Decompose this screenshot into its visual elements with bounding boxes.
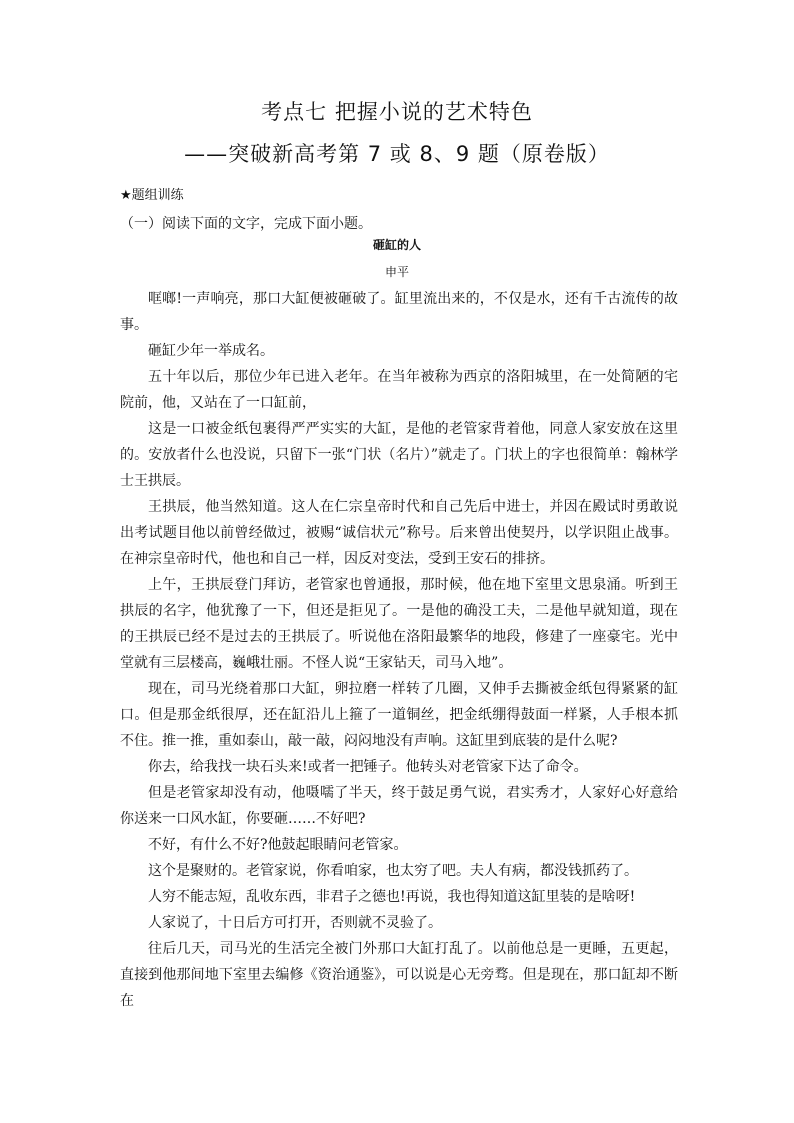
story-author: 申平 [384, 265, 409, 279]
story-paragraph: 上午，王拱辰登门拜访，老管家也曾通报，那时候，他在地下室里文思泉涌。听到王拱辰的名字，他犹豫了一下，但还是拒见了。一是他的确没工夫，二是他早就知道，现在的王拱辰已经不是过去的王拱辰了。听说他在洛阳最繁华的地段，修建了一座豪宅。光中堂就有三层楼高，巍峨壮丽。不怪人说“王家钻天，司马入地”。 [120, 577, 678, 671]
story-paragraph: 王拱辰，他当然知道。这人在仁宗皇帝时代和自己先后中进士，并因在殿试时勇敢说出考试题目他以前曾经做过，被赐“诚信状元”称号。后来曾出使契丹，以学识阻止战事。在神宗皇帝时代，他也和自己一样，因反对变法，受到王安石的排挤。 [120, 499, 678, 567]
document-subtitle: ——突破新高考第 7 或 8、9 题（原卷版） [184, 142, 610, 166]
document-title: 考点七 把握小说的艺术特色 [261, 100, 533, 124]
story-title: 砸缸的人 [372, 238, 421, 252]
story-paragraph: 人家说了，十日后方可打开，否则就不灵验了。 [148, 915, 442, 931]
story-paragraph: 不好，有什么不好?他鼓起眼睛问老管家。 [148, 837, 408, 853]
story-body [120, 286, 678, 1014]
story-paragraph: 但是老管家却没有动，他嗫嚅了半天，终于鼓足勇气说，君实秀才，人家好心好意给你送来一口风水缸，你要砸……不好吧? [120, 785, 678, 827]
story-paragraph: 五十年以后，那位少年已进入老年。在当年被称为西京的洛阳城里，在一处简陋的宅院前，他，又站在了一口缸前， [120, 369, 678, 411]
story-paragraph: 这个是聚财的。老管家说，你看咱家，也太穷了吧。夫人有病，都没钱抓药了。 [148, 863, 638, 879]
instruction-text: （一）阅读下面的文字，完成下面小题。 [120, 216, 372, 232]
story-paragraph: 砸缸少年一举成名。 [148, 343, 274, 359]
story-paragraph: 人穷不能志短，乱收东西，非君子之德也!再说，我也得知道这缸里装的是啥呀! [148, 889, 636, 905]
story-paragraph: 这是一口被金纸包裹得严严实实的大缸，是他的老管家背着他，同意人家安放在这里的。安放者什么也没说，只留下一张“门状（名片）”就走了。门状上的字也很简单：翰林学士王拱辰。 [120, 421, 678, 489]
story-paragraph: 现在，司马光绕着那口大缸，卵拉磨一样转了几圈，又伸手去撕被金纸包得紧紧的缸口。但是那金纸很厚，还在缸沿儿上箍了一道铜丝，把金纸绷得鼓面一样紧，人手根本抓不住。推一推，重如泰山，敲一敲，闷闷地没有声响。这缸里到底装的是什么呢? [120, 681, 678, 749]
section-label: ★题组训练 [120, 188, 184, 203]
story-paragraph: 你去，给我找一块石头来!或者一把锤子。他转头对老管家下达了命令。 [148, 759, 588, 775]
story-paragraph: 往后几天，司马光的生活完全被门外那口大缸打乱了。以前他总是一更睡，五更起，直接到他那间地下室里去编修《资治通鉴》，可以说是心无旁骛。但是现在，那口缸却不断在 [120, 941, 678, 1009]
story-paragraph: 哐啷!一声响亮，那口大缸便被砸破了。缸里流出来的，不仅是水，还有千古流传的故事。 [120, 291, 678, 333]
